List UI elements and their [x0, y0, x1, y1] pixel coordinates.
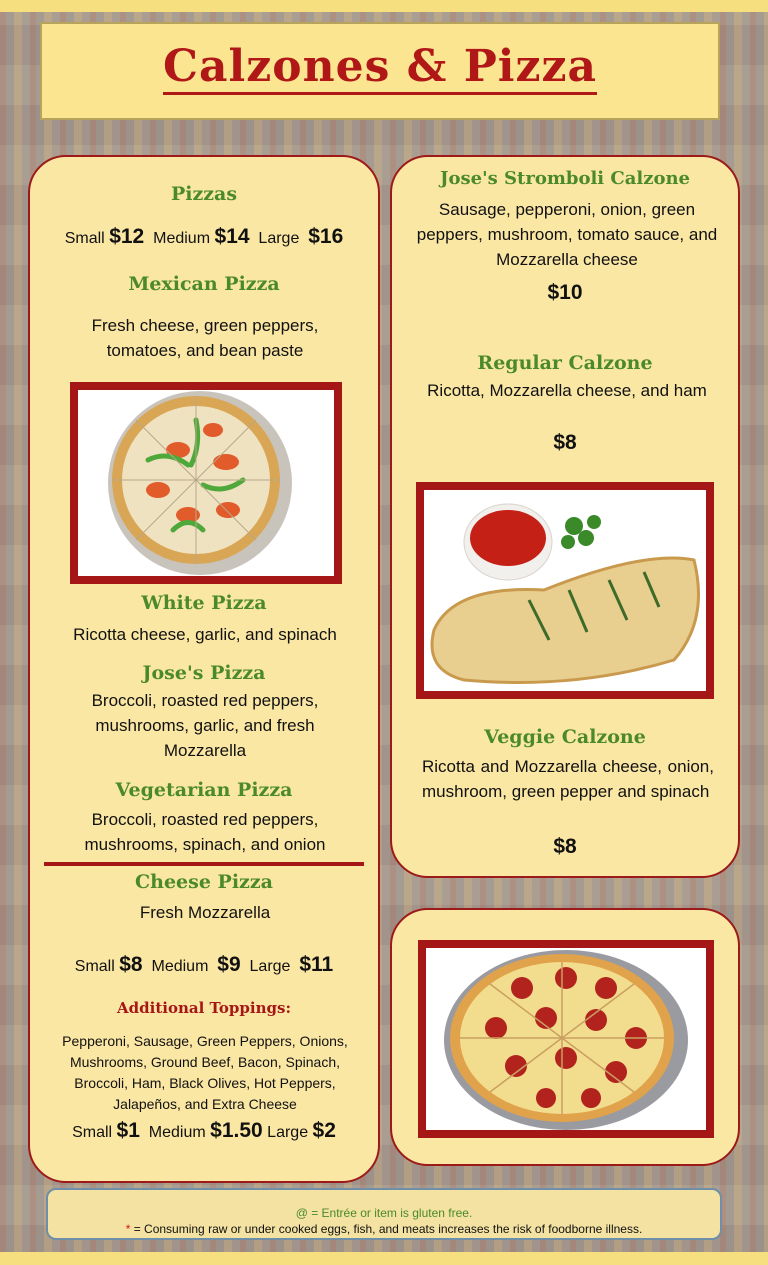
white-pizza-desc: Ricotta cheese, garlic, and spinach	[73, 625, 337, 644]
cheese-pizza-size-prices: Small $8 Medium $9 Large $11	[74, 953, 334, 976]
mexican-pizza-heading: Mexican Pizza	[128, 273, 280, 295]
pizza-panel	[28, 155, 380, 1183]
white-pizza-heading: White Pizza	[141, 592, 267, 614]
veggie-calzone-price: $8	[553, 835, 577, 858]
stromboli-desc: Sausage, pepperoni, onion, green peppers, mushroom, tomato sauce, and Mozzarella cheese	[416, 200, 718, 269]
calzone-image	[424, 490, 706, 691]
menu-footer-notes	[46, 1188, 722, 1240]
pepperoni-pizza-image	[426, 948, 706, 1130]
vegetarian-pizza-heading: Vegetarian Pizza	[115, 779, 293, 801]
top-band	[0, 0, 768, 12]
pizzas-heading: Pizzas	[170, 183, 238, 205]
vegetarian-pizza-desc: Broccoli, roasted red peppers, mushrooms, spinach, and onion	[84, 810, 326, 854]
raw-food-warning: * = Consuming raw or under cooked eggs, fish, and meats increases the risk of foodborne illness.	[125, 1222, 643, 1236]
mexican-pizza-image	[78, 390, 334, 576]
calzone-panel	[390, 155, 740, 878]
veggie-calzone-heading: Veggie Calzone	[484, 726, 646, 748]
cheese-pizza-photo	[418, 940, 714, 1138]
toppings-desc: Pepperoni, Sausage, Green Peppers, Onions, Mushrooms, Ground Beef, Bacon, Spinach, Broccoli, Ham, Black Olives, Hot Peppers, Jalapeños, and Extra Cheese	[62, 1033, 348, 1112]
gluten-free-note: @ = Entrée or item is gluten free.	[295, 1206, 473, 1220]
regular-calzone-desc: Ricotta, Mozzarella cheese, and ham	[427, 381, 707, 400]
mexican-pizza-desc: Fresh cheese, green peppers, tomatoes, and bean paste	[91, 316, 319, 360]
joses-pizza-heading: Jose's Pizza	[142, 662, 266, 684]
regular-calzone-price: $8	[553, 431, 577, 454]
bottom-band	[0, 1252, 768, 1265]
cheese-pizza-photo-panel	[390, 908, 740, 1166]
regular-calzone-heading: Regular Calzone	[477, 352, 653, 374]
cheese-pizza-heading: Cheese Pizza	[135, 871, 273, 893]
section-divider	[44, 862, 364, 866]
stromboli-heading: Jose's Stromboli Calzone	[440, 168, 690, 189]
stromboli-price: $10	[547, 281, 583, 304]
joses-pizza-desc: Broccoli, roasted red peppers, mushrooms, garlic, and fresh Mozzarella	[91, 691, 319, 760]
veggie-calzone-desc: Ricotta and Mozzarella cheese, onion, mushroom, green pepper and spinach	[422, 757, 714, 801]
cheese-pizza-desc: Fresh Mozzarella	[139, 903, 271, 922]
page-title: Calzones & Pizza	[163, 24, 597, 95]
menu-header	[40, 22, 720, 120]
mexican-pizza-photo	[70, 382, 342, 584]
toppings-heading: Additional Toppings:	[117, 999, 291, 1017]
pizzas-size-prices: Small $12 Medium $14 Large $16	[64, 225, 344, 248]
calzone-photo	[416, 482, 714, 699]
toppings-size-prices: Small $1 Medium $1.50 Large $2	[72, 1119, 336, 1142]
